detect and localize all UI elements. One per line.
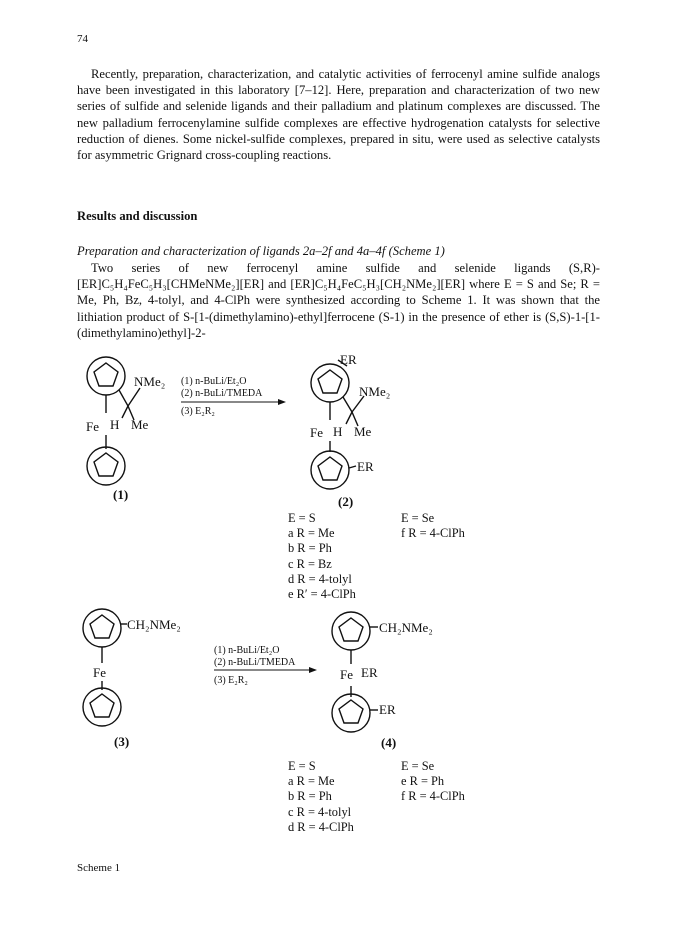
legend-line: c R = 4-tolyl xyxy=(288,804,352,819)
reagent-step-1: (1) n-BuLi/Et₂O xyxy=(181,376,247,387)
me-label-product: Me xyxy=(354,424,372,439)
intro-paragraph: Recently, preparation, characterization, and catalytic activities of ferrocenyl amine sulfide analogs have been investigated in this laboratory [7–12]. Here, preparation and characterization of two new series of sulfide and selenide ligands and their palladium and platinum complexes are discussed. The new palladium ferrocenylamine sulfide complexes are effective hydrogenation catalysts for selective reduction of dienes. Some nickel-sulfide complexes, prepared in situ, were used as selective catalysts for asymmetric Grignard cross-coupling reactions. xyxy=(77,67,600,163)
legend-2-sulfur xyxy=(288,511,356,602)
legend-line: d R = 4-tolyl xyxy=(288,571,352,586)
legend-line: E = S xyxy=(288,511,316,525)
legend-2-selenium xyxy=(401,511,465,541)
er-label-bottom-lower: ER xyxy=(379,702,396,717)
legend-line: E = Se xyxy=(401,511,435,525)
page-number: 74 xyxy=(77,33,88,45)
legend-line: a R = Me xyxy=(288,774,335,789)
section-heading: Results and discussion xyxy=(77,209,198,223)
nme2-label: NMe₂ xyxy=(134,374,166,389)
compound-1-label: (1) xyxy=(113,487,129,502)
fe-label-4: Fe xyxy=(340,667,353,682)
reagent-step-2: (2) n-BuLi/TMEDA xyxy=(181,388,263,399)
legend-line: c R = Bz xyxy=(288,556,332,571)
subheading: Preparation and characterization of ligands 2a–2f and 4a–4f (Scheme 1) xyxy=(77,244,445,258)
er-label-top: ER xyxy=(340,352,357,367)
arrowhead-bottom xyxy=(309,667,317,673)
legend-line: E = Se xyxy=(401,759,435,773)
legend-line: f R = 4-ClPh xyxy=(401,789,465,804)
legend-line: a R = Me xyxy=(288,526,335,541)
fe-label-product: Fe xyxy=(310,425,323,440)
ch2nme2-label-product: CH₂NMe₂ xyxy=(379,620,433,635)
legend-line: f R = 4-ClPh xyxy=(401,526,465,541)
compound-3-label: (3) xyxy=(114,734,130,749)
legend-line: d R = 4-ClPh xyxy=(288,819,354,834)
reagent-step-3-bottom: (3) E₂R₂ xyxy=(214,675,248,686)
h-label: H xyxy=(110,417,120,432)
legend-line: E = S xyxy=(288,759,316,773)
scheme-caption: Scheme 1 xyxy=(77,862,121,874)
me-label: Me xyxy=(131,417,149,432)
legend-line: e R′ = 4-ClPh xyxy=(288,587,356,602)
arrowhead-top xyxy=(278,399,286,405)
legend-line: b R = Ph xyxy=(288,541,332,556)
compound-2-label: (2) xyxy=(338,494,354,509)
nme2-label-product: NMe₂ xyxy=(359,384,391,399)
er-label-lower-ring: ER xyxy=(357,459,374,474)
body-paragraph: Two series of new ferrocenyl amine sulfide and selenide ligands (S,R)-[ER]C₅H₄FeC₅H₃[CHMeNMe₂][ER] and [ER]C₅H₄FeC₅H₃[CH₂NMe₂][ER] where E = S and Se; R = Me, Ph, Bz, 4-tolyl, and 4-ClPh were synthesized according to Scheme 1. It was shown that the lithiation product of S-[1-(dimethylamino)-ethyl]ferrocene (S-1) in the presence of ether is (S,S)-1-[1-(dimethylamino)ethyl]-2- xyxy=(77,261,600,340)
reagent-step-1-bottom: (1) n-BuLi/Et₂O xyxy=(214,645,280,656)
er-label-bottom-upper: ER xyxy=(361,665,378,680)
fe-label-3: Fe xyxy=(93,665,106,680)
h-label-product: H xyxy=(333,424,343,439)
legend-line: b R = Ph xyxy=(288,789,332,804)
legend-4-sulfur xyxy=(288,759,354,835)
reagent-step-3: (3) E₂R₂ xyxy=(181,406,215,417)
legend-line: e R = Ph xyxy=(401,774,445,789)
compound-4-label: (4) xyxy=(381,735,397,750)
ch2nme2-label: CH₂NMe₂ xyxy=(127,617,181,632)
reagent-step-2-bottom: (2) n-BuLi/TMEDA xyxy=(214,657,296,668)
legend-4-selenium xyxy=(401,759,465,805)
fe-label: Fe xyxy=(86,419,99,434)
